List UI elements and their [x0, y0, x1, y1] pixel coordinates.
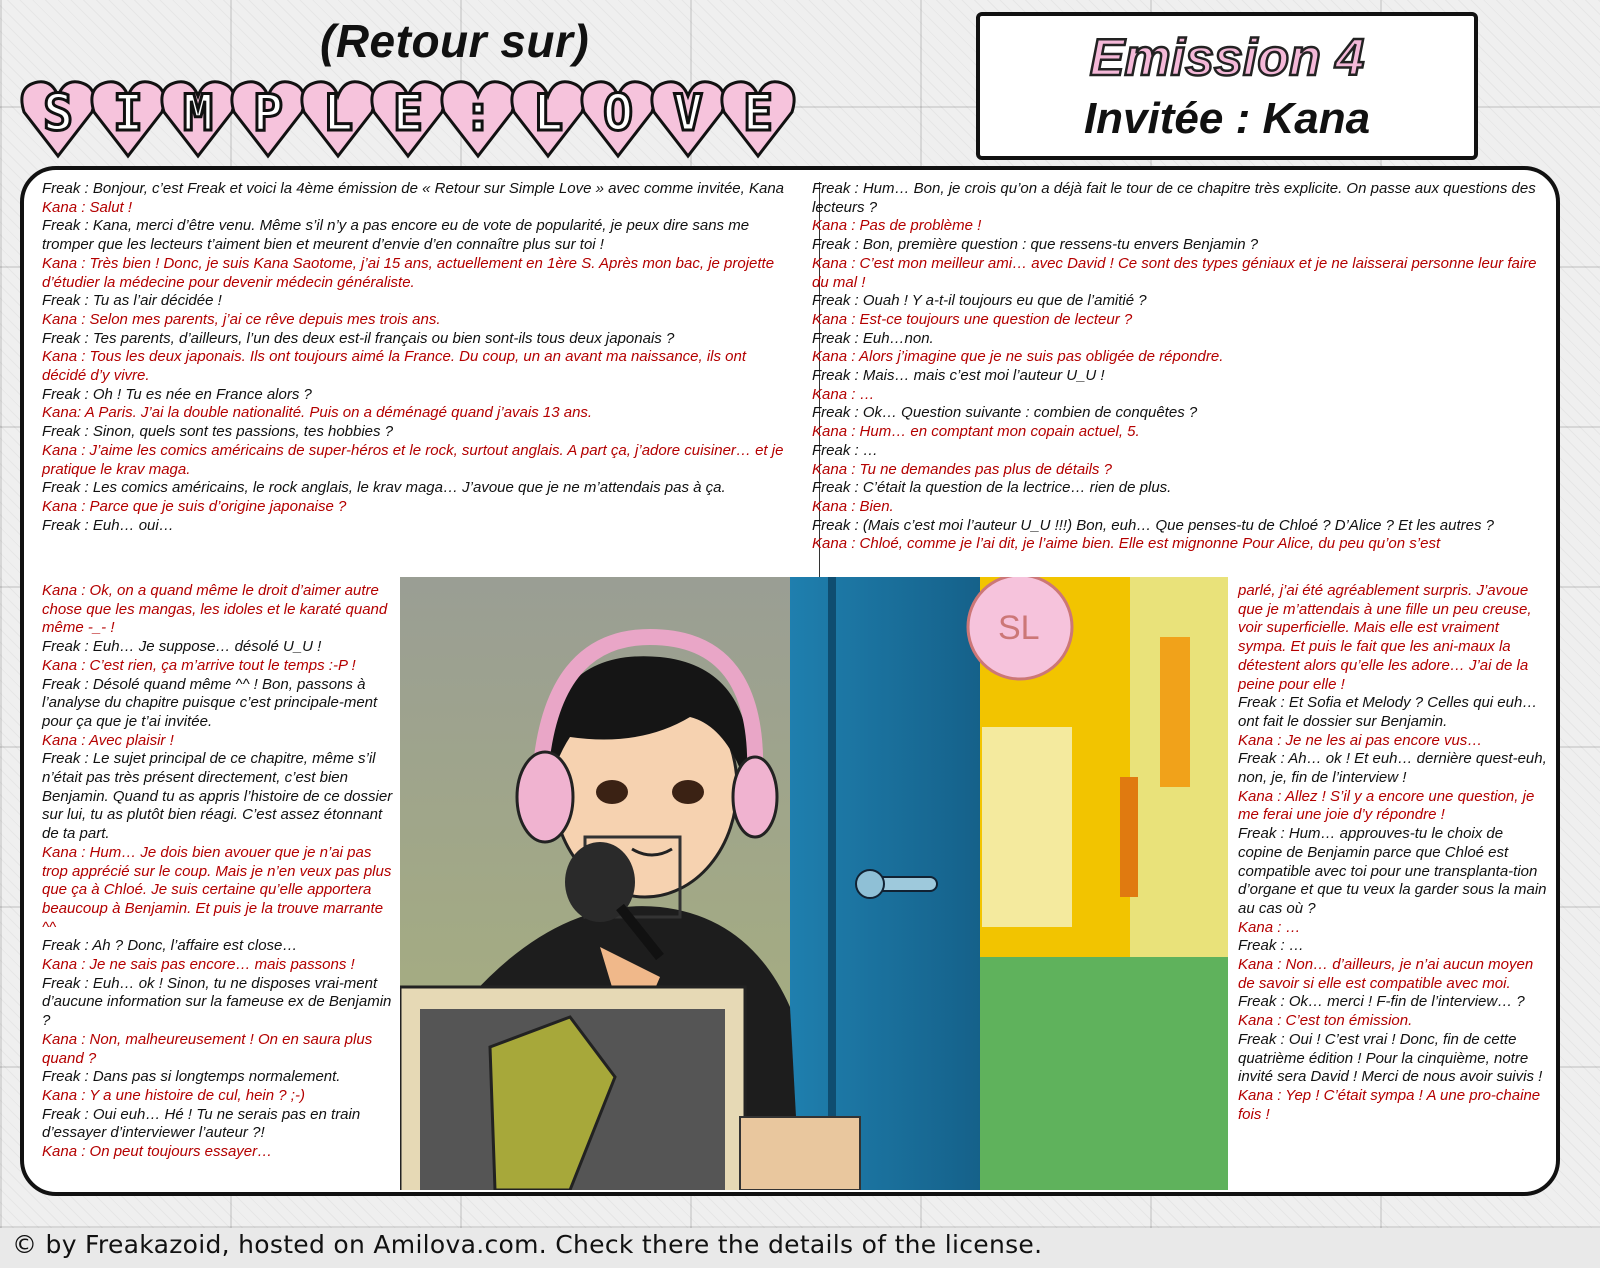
kana-line: Kana : Non, malheureusement ! On en saura plus quand ? [42, 1030, 373, 1067]
freak-line: Freak : Oui euh… Hé ! Tu ne serais pas en train d’essayer d’interviewer l’auteur ?! [42, 1105, 361, 1142]
kana-line: Kana : Bien. [812, 497, 894, 515]
freak-line: Freak : Désolé quand même ^^ ! Bon, passons à l’analyse du chapitre puisque c’est principale-ment pour ça que je t’ai invitée. [42, 675, 378, 730]
kana-line: Kana : Selon mes parents, j’ai ce rêve depuis mes trois ans. [42, 310, 441, 328]
show-logo [10, 8, 880, 158]
freak-line: Freak : Sinon, quels sont tes passions, tes hobbies ? [42, 423, 394, 441]
kana-line: Kana : Parce que je suis d’origine japonaise ? [42, 497, 347, 515]
logo-heart-letter: E [370, 76, 446, 160]
corridor-floor [980, 957, 1228, 1190]
freak-line: Freak : Le sujet principal de ce chapitre, même s’il n’était pas très présent directement, c’est bien Benjamin. Quand tu as appris l’histoire de ce dossier sur lui, tu as plutôt bien réagi. C’est assez étonnant de ta part. [42, 750, 393, 843]
freak-line: Freak : Bon, première question : que ressens-tu envers Benjamin ? [812, 236, 1259, 254]
logo-heart-letter: S [20, 76, 96, 160]
freak-line: Freak : Kana, merci d’être venu. Même s’il n’y a pas encore eu de vote de popularité, je peux dire sans me tromper que les lecteurs t’aiment bien et meurent d’envie d’en connaître plus sur toi ! [42, 217, 750, 254]
kana-line: Kana : Yep ! C’était sympa ! A une pro-chaine fois ! [1238, 1086, 1541, 1123]
logo-heart-letter: P [230, 76, 306, 160]
kana-line: Kana: A Paris. J’ai la double nationalité. Puis on a déménagé quand j’avais 13 ans. [42, 404, 593, 422]
door-frame [828, 577, 836, 1190]
retour-sur-title: (Retour sur) [320, 15, 590, 67]
freak-line: Freak : Ah… ok ! Et euh… dernière quest-euh, non, je, fin de l’interview ! [1238, 750, 1547, 787]
kana-line: Kana : Pas de problème ! [812, 217, 982, 235]
freak-line: Freak : Ah ? Donc, l’affaire est close… [42, 937, 298, 955]
freak-line: Freak : Et Sofia et Melody ? Celles qui euh… ont fait le dossier sur Benjamin. [1238, 694, 1538, 730]
desk-item [740, 1117, 860, 1190]
right-eye [672, 780, 704, 804]
freak-line: Freak : Euh… ok ! Sinon, tu ne disposes vrai-ment d’aucune information sur la fameuse ex de Benjamin ? [42, 974, 392, 1030]
logo-heart-letter: O [580, 76, 656, 160]
kana-line: Kana : Alors j’imagine que je ne suis pas obligée de répondre. [812, 348, 1224, 366]
freak-line: Freak : (Mais c’est moi l’auteur U_U !!!) Bon, euh… Que penses-tu de Chloé ? D’Alice ? Et les autres ? [812, 516, 1494, 534]
poster [982, 727, 1072, 927]
interview-column-right-top [812, 180, 1542, 554]
freak-line: Freak : … [1238, 937, 1304, 955]
copyright-footer: © by Freakazoid, hosted on Amilova.com. Check there the details of the license. [12, 1230, 1043, 1259]
logo-heart-letter: L [300, 76, 376, 160]
kana-line: Kana : Salut ! [42, 198, 133, 216]
episode-title: Emission 4 [1089, 29, 1365, 87]
interview-column-right-bottom [1238, 582, 1548, 1124]
kana-line: Kana : On peut toujours essayer… [42, 1143, 273, 1161]
kana-line: Kana : Avec plaisir ! [42, 731, 174, 749]
kana-line: Kana : Est-ce toujours une question de lecteur ? [812, 310, 1133, 328]
kana-line: Kana : Allez ! S’il y a encore une question, je me ferai une joie d’y répondre ! [1238, 787, 1535, 824]
logo-heart-letter: L [510, 76, 586, 160]
kana-line: Kana : Ok, on a quand même le droit d’aimer autre chose que les mangas, les idoles et le karaté quand même -_- ! [42, 582, 388, 637]
right-ear-cup [733, 757, 777, 837]
freak-line: Freak : Bonjour, c’est Freak et voici la 4ème émission de « Retour sur Simple Love » avec comme invitée, Kana [42, 180, 785, 197]
freak-line: Freak : Hum… Bon, je crois qu’on a déjà fait le tour de ce chapitre très explicite. On passe aux questions des lecteurs ? [812, 180, 1536, 216]
freak-line: Freak : Oui ! C’est vrai ! Donc, fin de cette quatrième édition ! Pour la cinquième, notre invité sera David ! Merci de nous avoir suivis ! [1238, 1030, 1543, 1086]
kana-line: Kana : Très bien ! Donc, je suis Kana Saotome, j’ai 15 ans, actuellement en 1ère S. Après mon bac, je projette d’étudier la médecine pour devenir médecin généraliste. [42, 254, 775, 291]
freak-line: Freak : Tu as l’air décidée ! [42, 292, 222, 310]
kana-radio-illustration [400, 577, 1228, 1190]
interview-column-left-top [42, 180, 794, 535]
freak-line: Freak : Euh… Je suppose… désolé U_U ! [42, 638, 322, 656]
freak-line: Freak : Euh…non. [812, 329, 934, 347]
freak-line: Freak : Hum… approuves-tu le choix de copine de Benjamin parce que Chloé est compatible avec toi pour une transplanta-tion d’organe et que tu veux la garder sous la main au cas où ? [1238, 825, 1547, 917]
guest-line: Invitée : Kana [1083, 94, 1371, 143]
freak-line: Freak : Oh ! Tu es née en France alors ? [42, 385, 312, 403]
episode-box [976, 12, 1478, 160]
logo-heart-letter: E [720, 76, 796, 160]
freak-line: Freak : … [812, 441, 878, 459]
kana-line: Kana : Je ne sais pas encore… mais passons ! [42, 956, 355, 974]
kana-line: Kana : Hum… en comptant mon copain actuel, 5. [812, 423, 1140, 441]
left-ear-cup [517, 752, 573, 842]
freak-line: Freak : Mais… mais c’est moi l’auteur U_U ! [812, 367, 1105, 385]
logo-heart-letter: : [440, 76, 516, 160]
kana-line: Kana : Non… d’ailleurs, je n’ai aucun moyen de savoir si elle est compatible avec moi. [1238, 956, 1534, 992]
kana-line: Kana : Je ne les ai pas encore vus… [1238, 731, 1483, 749]
freak-line: Freak : Tes parents, d’ailleurs, l’un des deux est-il français ou bien sont-ils tous deux japonais ? [42, 329, 675, 347]
door-panel-orange [1160, 637, 1190, 787]
sl-sign-text: SL [998, 609, 1040, 647]
left-eye [596, 780, 628, 804]
kana-line: Kana : … [812, 385, 875, 403]
kana-line: Kana : C’est mon meilleur ami… avec David ! Ce sont des types géniaux et je ne laisserai personne leur faire du mal ! [812, 254, 1537, 291]
kana-line: Kana : … [1238, 918, 1301, 936]
illustration-svg [400, 577, 1228, 1190]
kana-line: Kana : Y a une histoire de cul, hein ? ;-) [42, 1086, 305, 1104]
kana-line: parlé, j’ai été agréablement surpris. J’avoue que je m’attendais à une fille un peu creuse, voir superficielle. Mais elle est vraiment sympa. Et puis le fait que les ani-maux la détestent alors qu’elle les adore… J’ai de la peine pour elle ! [1238, 582, 1532, 693]
freak-line: Freak : Euh… oui… [42, 516, 174, 534]
door-handle-orange [1120, 777, 1138, 897]
kana-line: Kana : C’est rien, ça m’arrive tout le temps :-P ! [42, 656, 356, 674]
interview-column-left-bottom [42, 582, 400, 1162]
freak-line: Freak : Les comics américains, le rock anglais, le krav maga… J’avoue que je ne m’attendais pas à ça. [42, 479, 726, 497]
kana-line: Kana : C’est ton émission. [1238, 1012, 1413, 1030]
freak-line: Freak : C’était la question de la lectrice… rien de plus. [812, 479, 1172, 497]
kana-line: Kana : Tous les deux japonais. Ils ont toujours aimé la France. Du coup, un an avant ma naissance, ils ont décidé d’y vivre. [42, 348, 747, 385]
freak-line: Freak : Dans pas si longtemps normalement. [42, 1068, 341, 1086]
freak-line: Freak : Ok… Question suivante : combien de conquêtes ? [812, 404, 1198, 422]
kana-line: Kana : Hum… Je dois bien avouer que je n’ai pas trop apprécié sur le coup. Mais je n’en veux pas plus que ça à Chloé. Je suis certaine qu’elle apportera beaucoup à Benjamin. Et puis je la trouve marrante ^^ [42, 843, 392, 936]
logo-heart-letter: I [90, 76, 166, 160]
logo-heart-letter: M [160, 76, 236, 160]
freak-line: Freak : Ok… merci ! F-fin de l’interview… ? [1238, 993, 1525, 1011]
simple-love-logo [20, 76, 790, 160]
freak-line: Freak : Ouah ! Y a-t-il toujours eu que de l’amitié ? [812, 292, 1147, 310]
kana-line: Kana : Tu ne demandes pas plus de détails ? [812, 460, 1112, 478]
door-knob [856, 870, 884, 898]
kana-line: Kana : J’aime les comics américains de super-héros et le rock, surtout anglais. A part ça, j’adore cuisiner… et je pratique le krav maga. [42, 441, 784, 478]
logo-heart-letter: V [650, 76, 726, 160]
kana-line: Kana : Chloé, comme je l’ai dit, je l’aime bien. Elle est mignonne Pour Alice, du peu qu’on s’est [812, 535, 1441, 553]
